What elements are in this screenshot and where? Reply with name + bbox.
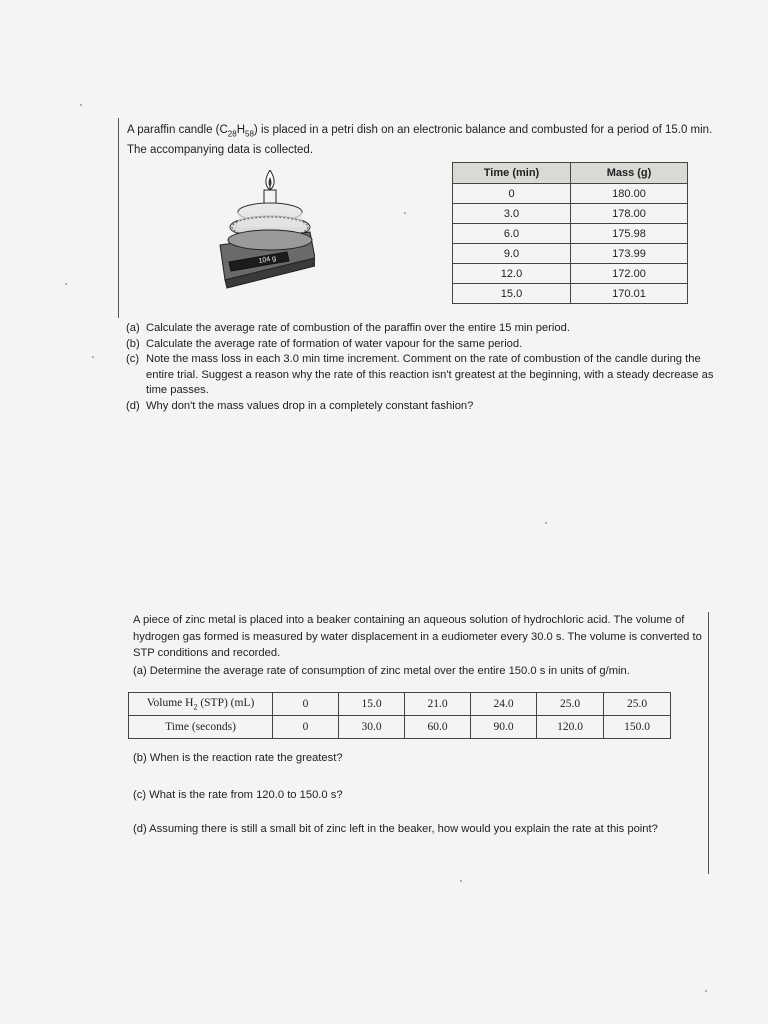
margin-rule: [708, 612, 709, 874]
table-row: [453, 244, 688, 264]
table-row: [453, 264, 688, 284]
scan-speck: [80, 104, 82, 106]
question-text: Why don't the mass values drop in a completely constant fashion?: [146, 399, 474, 412]
time-cell: 0: [453, 184, 571, 204]
scan-speck: [545, 522, 547, 524]
time-cell: 120.0: [537, 716, 604, 739]
volume-cell: 15.0: [339, 693, 405, 716]
scan-speck: [705, 990, 707, 992]
volume-time-table: [128, 692, 671, 739]
problem1-intro-line1: A paraffin candle $(C_{28}H_{58})$ is placed in a petri dish on an electronic balance and combusted for a period of 15.0 min.: [127, 124, 713, 139]
mass-cell: 173.99: [571, 244, 688, 264]
mass-time-table: [452, 162, 688, 304]
scan-speck: [404, 212, 406, 214]
question-label: (b): [126, 337, 140, 350]
time-cell: 12.0: [453, 264, 571, 284]
problem2-intro: [133, 612, 703, 679]
time-cell: 0: [273, 716, 339, 739]
table-row: [453, 284, 688, 304]
question-b: [126, 337, 726, 353]
mass-cell: 170.01: [571, 284, 688, 304]
volume-cell: 24.0: [471, 693, 537, 716]
mass-cell: 172.00: [571, 264, 688, 284]
column-header-mass: Mass (g): [571, 163, 688, 184]
volume-cell: 25.0: [537, 693, 604, 716]
mass-cell: 175.98: [571, 224, 688, 244]
scan-speck: [460, 880, 462, 882]
time-cell: 6.0: [453, 224, 571, 244]
question-d: [126, 399, 726, 415]
question-label: (a): [126, 322, 140, 334]
balance-display-readout: 104 g: [258, 255, 277, 265]
question-c: [126, 352, 726, 399]
question-label: (c): [126, 353, 140, 365]
row-header-volume: Volume $H_2$ (STP) (mL): [129, 693, 273, 716]
question-text: Calculate the average rate of combustion of the paraffin over the entire 15 min period.: [146, 322, 570, 334]
time-cell: 60.0: [405, 716, 471, 739]
scan-speck: [92, 356, 94, 358]
time-cell: 9.0: [453, 244, 571, 264]
table-row: [453, 224, 688, 244]
problem2-question-d: (d) Assuming there is still a small bit of zinc left in the beaker, how would you explain the rate at this point?: [133, 823, 658, 835]
question-label: (d): [126, 399, 140, 412]
column-header-time: Time (min): [453, 163, 571, 184]
table-row-time: [129, 716, 671, 739]
problem1-intro-line2: The accompanying data is collected.: [127, 144, 314, 157]
problem1-questions: [126, 321, 726, 414]
row-header-time: Time (seconds): [129, 716, 273, 739]
problem2-intro-text: A piece of zinc metal is placed into a beaker containing an aqueous solution of hydrochloric acid. The volume of hydrogen gas formed is measured by water displacement in a eudiometer every 30.0 s. The volume is converted to STP conditions and recorded.: [133, 614, 702, 659]
time-cell: 30.0: [339, 716, 405, 739]
problem1-intro: [127, 122, 727, 159]
mass-cell: 180.00: [571, 184, 688, 204]
question-text: Calculate the average rate of formation of water vapour for the same period.: [146, 337, 523, 350]
table-row: [453, 184, 688, 204]
table-row: [453, 204, 688, 224]
time-cell: 3.0: [453, 204, 571, 224]
mass-cell: 178.00: [571, 204, 688, 224]
table-row-volume: [129, 693, 671, 716]
question-a: [126, 321, 726, 337]
margin-rule: [118, 118, 119, 318]
time-cell: 150.0: [604, 716, 671, 739]
volume-cell: 21.0: [405, 693, 471, 716]
volume-cell: 25.0: [604, 693, 671, 716]
time-cell: 15.0: [453, 284, 571, 304]
problem2-question-c: (c) What is the rate from 120.0 to 150.0 s?: [133, 789, 343, 801]
problem2-question-a: (a) Determine the average rate of consumption of zinc metal over the entire 150.0 s in units of g/min.: [133, 664, 630, 677]
table-header-row: [453, 163, 688, 184]
question-text: Note the mass loss in each 3.0 min time increment. Comment on the rate of combustion of the candle during the entire trial. Suggest a reason why the rate of this reaction isn't greatest at the beginning, with a steady decrease as time passes.: [146, 353, 714, 396]
time-cell: 90.0: [471, 716, 537, 739]
volume-cell: 0: [273, 693, 339, 716]
problem2-question-b: (b) When is the reaction rate the greatest?: [133, 752, 343, 764]
candle-balance-illustration: [215, 170, 315, 300]
scan-speck: [65, 283, 67, 285]
